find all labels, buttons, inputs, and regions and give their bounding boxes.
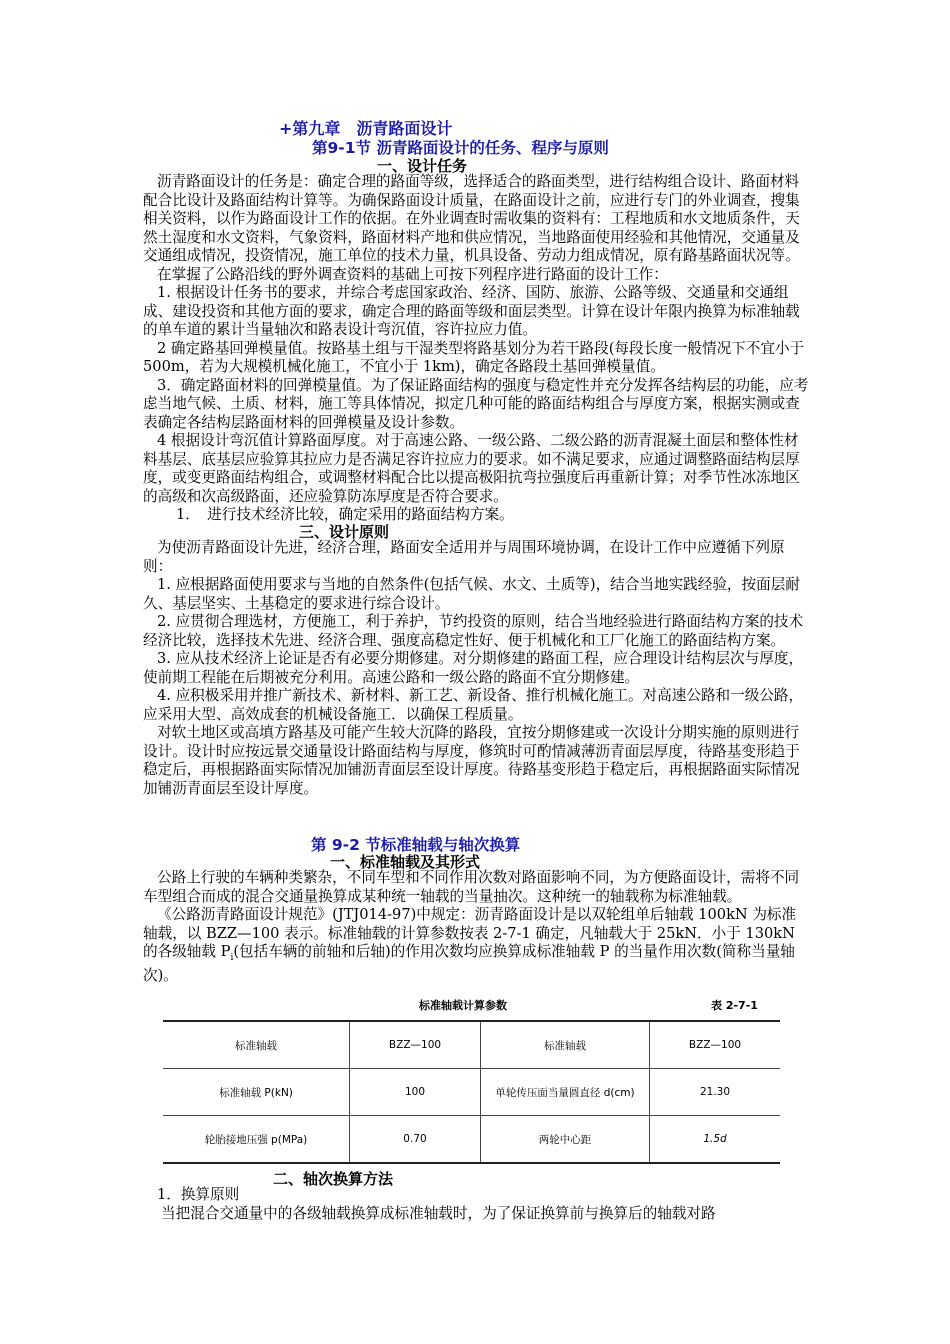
table-cell: 1.5d xyxy=(650,1116,781,1164)
table-cell: BZZ—100 xyxy=(650,1021,781,1069)
subsection-title-design-principles: 三、设计原则 xyxy=(299,523,390,541)
table-cell: BZZ—100 xyxy=(350,1021,481,1069)
table-cell: 标准轴载 P(kN) xyxy=(163,1069,350,1116)
section-title-9-2: 第 9-2 节标准轴载与轴次换算 xyxy=(311,836,521,854)
paragraph: 3．确定路面材料的回弹模量值。为了保证路面结构的强度与稳定性并充分发挥各结构层的功能，应考虑当地气候、土质、材料，施工等具体情况，拟定几种可能的路面结构组合与厚度方案，根据实测或查表确定各结构层路面材料的回弹模量及设计参数。 xyxy=(143,376,809,431)
table-cell: 标准轴载 xyxy=(163,1021,350,1069)
paragraph: 对软土地区或高填方路基及可能产生较大沉降的路段，宜按分期修建或一次设计分期实施的原则进行设计。设计时应按远景交通量设计路面结构与厚度，修筑时可酌情减薄沥青面层厚度，待路基变形趋于稳定后，再根据路面实际情况加铺沥青面层至设计厚度。待路基变形趋于稳定后，再根据路面实际情况加铺沥青面层至设计厚度。 xyxy=(143,724,800,797)
paragraph: 1. 根据设计任务书的要求，并综合考虑国家政治、经济、国防、旅游、公路等级、交通量和交通组成、建设投资和其他方面的要求，确定合理的路面等级和面层类型。计算在设计年限内换算为标准轴载的单车道的累计当量轴次和路表设计弯沉值，容许拉应力值。 xyxy=(143,284,800,338)
paragraph: 当把混合交通量中的各级轴载换算成标准轴载时，为了保证换算前与换算后的轴载对路 xyxy=(161,1204,716,1222)
table-cell: 单轮传压面当量圆直径 d(cm) xyxy=(481,1069,650,1116)
section-3-body xyxy=(143,539,809,798)
standard-axle-parameter-table xyxy=(163,1020,780,1164)
table-cell: 21.30 xyxy=(650,1069,781,1116)
paragraph: 3. 应从技术经济上论证是否有必要分期修建。对分期修建的路面工程，应合理设计结构层次与厚度，使前期工程能在后期被充分利用。高速公路和一级公路的路面不宜分期修建。 xyxy=(143,650,804,686)
table-cell: 100 xyxy=(350,1069,481,1116)
paragraph xyxy=(143,906,809,986)
paragraph: 在掌握了公路沿线的野外调查资料的基础上可按下列程序进行路面的设计工作： xyxy=(157,265,668,283)
paragraph: 4. 应积极采用并推广新技术、新材料、新工艺、新设备、推行机械化施工。对高速公路和一级公路，应采用大型、高效成套的机械设备施工．以确保工程质量。 xyxy=(143,687,804,723)
table-row xyxy=(163,1021,780,1069)
paragraph: 1. 应根据路面使用要求与当地的自然条件(包括气候、水文、土质等)，结合当地实践经验，按面层耐久、基层坚实、土基稳定的要求进行综合设计。 xyxy=(143,576,800,612)
paragraph: 2. 应贯彻合理选材，方便施工，利于养护，节约投资的原则，结合当地经验进行路面结构方案的技术经济比较，选择技术先进、经济合理、强度高稳定性好、便于机械化和工厂化施工的路面结构方案。 xyxy=(143,613,804,649)
table-cell: 两轮中心距 xyxy=(481,1116,650,1164)
table-number: 表 2-7-1 xyxy=(711,999,758,1012)
paragraph: 2 确定路基回弹模量值。按路基土组与干湿类型将路基划分为若干路段(每段长度一般情况下不宜小于 500m，若为大规模机械化施工，不宜小于 1km)，确定各路段土基回弹模量值。 xyxy=(143,339,805,375)
subsection-title-design-task: 一、设计任务 xyxy=(377,157,468,175)
section-title-9-1: 第9-1节 沥青路面设计的任务、程序与原则 xyxy=(312,139,609,157)
table-caption: 标准轴载计算参数 xyxy=(419,999,507,1012)
section-2-1-body xyxy=(143,869,809,986)
paragraph: 1． 进行技术经济比较，确定采用的路面结构方案。 xyxy=(176,506,514,523)
section-1-body xyxy=(143,173,809,525)
paragraph: 沥青路面设计的任务是：确定合理的路面等级，选择适合的路面类型，进行结构组合设计、路面材料配合比设计及路面结构计算等。为确保路面设计质量，在路面设计之前，应进行专门的外业调查，搜集相关资料，以作为路面设计工作的依据。在外业调查时需收集的资料有：工程地质和水文地质条件，天然土湿度和水文资料，气象资料，路面材料产地和供应情况，当地路面使用经验和其他情况，交通量及交通组成情况，投资情况，施工单位的技术力量，机具设备、劳动力组成情况，原有路基路面状况等。 xyxy=(143,173,800,264)
paragraph: 1．换算原则 xyxy=(157,1186,240,1203)
text-run: (包括车辆的前轴和后轴)的作用次数均应换算成标准轴载 P 的当量作用次数(简称当量轴次)。 xyxy=(143,943,795,985)
table-row xyxy=(163,1116,780,1164)
paragraph: 为使沥青路面设计先进，经济合理，路面安全适用并与周围环境协调，在设计工作中应遵循下列原则： xyxy=(143,539,785,575)
table-cell: 0.70 xyxy=(350,1116,481,1164)
table-cell: 标准轴载 xyxy=(481,1021,650,1069)
section-2-2-body xyxy=(143,1186,809,1223)
table-cell: 轮胎接地压强 p(MPa) xyxy=(163,1116,350,1164)
text-run: 《公路沥青路面设计规范》(JTJ014-97)中规定：沥青路面设计是以双轮组单后轴载 100kN 为标准轴载，以 BZZ—100 表示。标准轴载的计算参数按表 2-7-1 确定，凡轴载大于 25kN．小于 130kN 的各级轴载 P xyxy=(143,906,797,960)
subsection-title-axle-conversion: 二、轴次换算方法 xyxy=(273,1170,394,1188)
chapter-title: +第九章 沥青路面设计 xyxy=(279,119,453,138)
paragraph: 公路上行驶的车辆种类繁杂，不同车型和不同作用次数对路面影响不同，为方便路面设计，需将不同车型组合而成的混合交通量换算成某种统一轴载的当量抽次。这种统一的轴载称为标准轴载。 xyxy=(143,869,800,905)
paragraph: 4 根据设计弯沉值计算路面厚度。对于高速公路、一级公路、二级公路的沥青混凝土面层和整体性材料基层、底基层应验算其拉应力是否满足容许拉应力的要求。如不满足要求，应通过调整路面结构层厚度，或变更路面结构组合，或调整材料配合比以提高极阳抗弯拉强度后再重新计算；对季节性冰冻地区的高级和次高级路面，还应验算防冻厚度是否符合要求。 xyxy=(143,432,800,505)
subsection-title-standard-axle: 一、标准轴载及其形式 xyxy=(330,853,481,871)
subscript: i xyxy=(230,952,234,963)
table-row xyxy=(163,1069,780,1116)
